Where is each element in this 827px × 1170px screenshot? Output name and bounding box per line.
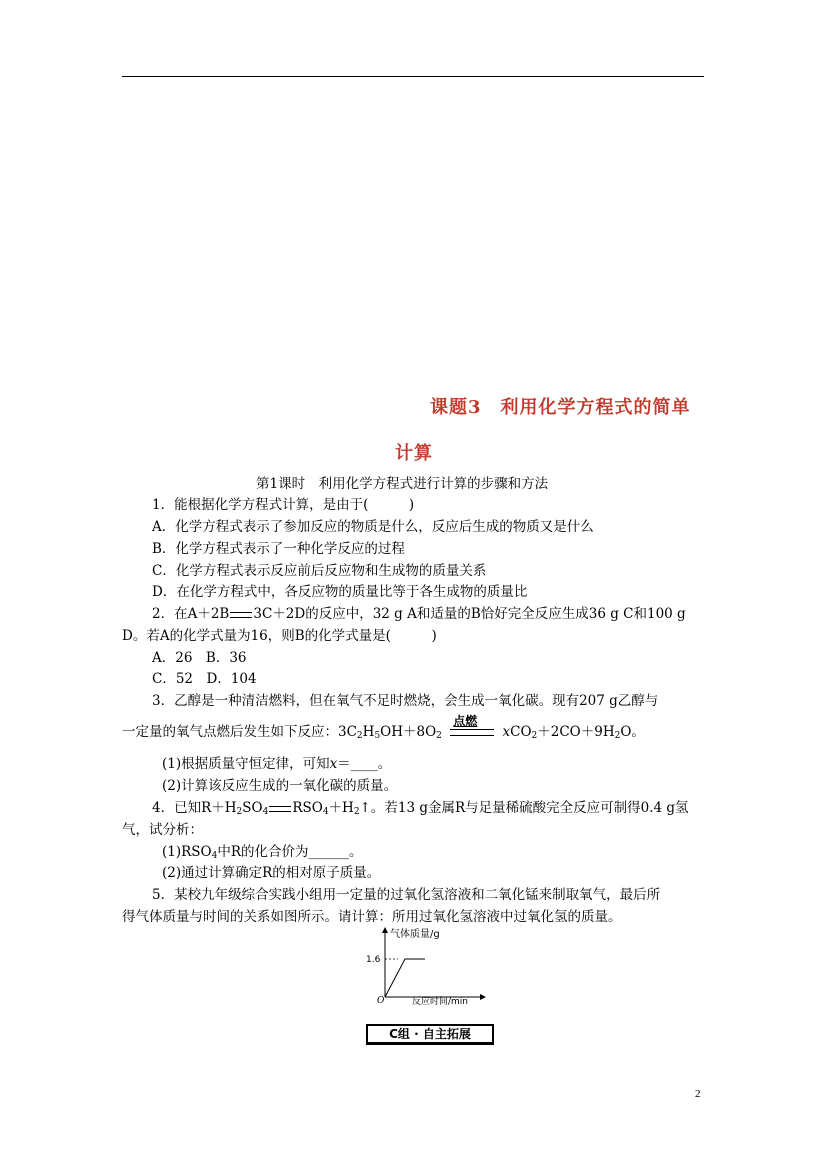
q3-stem: 3．乙醇是一种清洁燃料，但在氧气不足时燃烧，会生成一氧化碳。现有207 g乙醇与 (152, 693, 659, 709)
q4-stem: 4．已知$R+H_2SO_4$ $RSO_4+H_2↑$。若13 g金属R与足量稀硫酸完全反应可制得0.4 g氢 (152, 800, 689, 817)
q1-option-c: C．化学方程式表示反应前后反应物和生成物的质量关系 (152, 563, 487, 579)
q4-part-1: $(1)RSO_4$中R的化合价为______。 (162, 844, 363, 861)
section-banner: C组 · 自主拓展 (366, 1024, 494, 1045)
q3-part-1: (1)根据质量守恒定律，可知x＝____。 (162, 756, 392, 772)
header-rule (122, 76, 704, 77)
q4-stem-continued: 气，试分析： (122, 822, 203, 838)
lesson-title-continued: 计算 (395, 443, 433, 464)
gas-mass-time-chart (360, 925, 490, 1005)
data-series-line (385, 959, 425, 997)
x-axis-arrow (480, 994, 486, 1000)
q1-stem: 1．能根据化学方程式计算，是由于( ) (152, 497, 415, 513)
lesson-title: 课题3 利用化学方程式的简单 (430, 397, 691, 418)
y-axis-arrow (382, 927, 388, 933)
lesson-subtitle: 第1课时 利用化学方程式进行计算的步骤和方法 (256, 476, 549, 492)
page-number: 2 (695, 1088, 701, 1100)
reaction-arrow: 点燃 (450, 726, 494, 740)
double-bar-sign (269, 806, 291, 812)
q2-options-cd: C．52 D．104 (152, 671, 257, 687)
q1-option-b: B．化学方程式表示了一种化学反应的过程 (152, 541, 405, 557)
q3-equation-line: 一定量的氧气点燃后发生如下反应：$3C_2H_5OH+8O_2$ 点燃 $xCO_2+2CO+9H_2O$。 (122, 713, 645, 741)
q5-stem: 5．某校九年级综合实践小组用一定量的过氧化氢溶液和二氧化锰来制取氧气，最后所 (152, 887, 661, 903)
q2-options-ab: A．26 B．36 (152, 650, 247, 666)
x-axis-label: 反应时间/min (412, 997, 469, 1005)
origin-label: O (377, 996, 385, 1005)
double-bar-sign (230, 612, 252, 618)
q4-part-2: (2)通过计算确定R的相对原子质量。 (162, 865, 381, 881)
q5-stem-continued: 得气体质量与时间的关系如图所示。请计算：所用过氧化氢溶液中过氧化氢的质量。 (122, 909, 622, 925)
q1-option-a: A．化学方程式表示了参加反应的物质是什么，反应后生成的物质又是什么 (152, 519, 594, 535)
y-tick-label: 1.6 (366, 955, 381, 965)
y-axis-label: 气体质量/g (390, 929, 440, 940)
q3-part-2: (2)计算该反应生成的一氧化碳的质量。 (162, 778, 398, 794)
q2-stem-continued: D。若A的化学式量为16，则B的化学式量是( ) (122, 628, 437, 644)
q1-option-d: D．在化学方程式中，各反应物的质量比等于各生成物的质量比 (152, 584, 528, 600)
q2-stem: 2．在A＋2B 3C＋2D的反应中，32 g A和适量的B恰好完全反应生成36 g C和100 g (152, 606, 686, 622)
